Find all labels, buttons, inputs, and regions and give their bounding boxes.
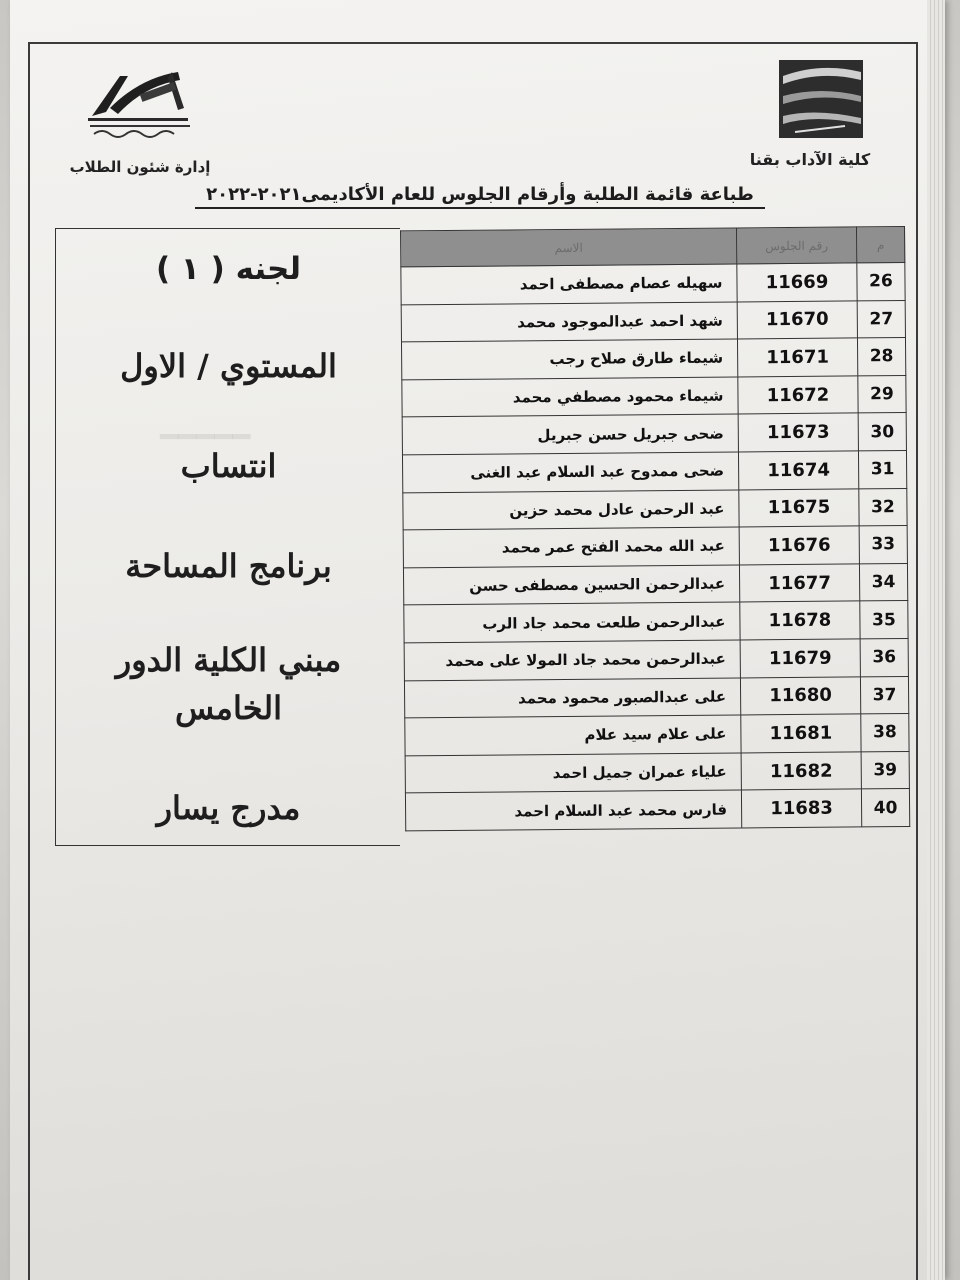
department-label: إدارة شئون الطلاب bbox=[69, 158, 211, 176]
table-row bbox=[403, 563, 907, 605]
table-header-row bbox=[401, 227, 905, 267]
seat-number-cell: 11678 bbox=[740, 601, 860, 640]
table-row bbox=[404, 638, 908, 680]
seat-number-cell: 11679 bbox=[740, 639, 860, 678]
enrollment-type-label: انتساب bbox=[180, 447, 277, 485]
seat-number-cell: 11670 bbox=[737, 301, 857, 340]
seat-number-cell: 11681 bbox=[741, 714, 861, 753]
table-row bbox=[402, 413, 906, 455]
row-number-cell: 33 bbox=[859, 526, 907, 564]
table-row bbox=[401, 338, 905, 380]
seat-number-cell: 11683 bbox=[741, 789, 861, 828]
faculty-logo-icon bbox=[775, 58, 867, 140]
building-label: مبني الكلية الدور bbox=[115, 641, 342, 679]
student-name-cell: شيماء محمود مصطفي محمد bbox=[402, 377, 738, 418]
bleed-through-texture: ━━━━━ bbox=[160, 420, 251, 455]
row-number-cell: 40 bbox=[861, 789, 909, 827]
student-name-cell: عبدالرحمن محمد جاد المولا على محمد bbox=[404, 640, 740, 681]
floor-label: الخامس bbox=[175, 689, 282, 727]
seat-number-cell: 11680 bbox=[740, 676, 860, 715]
seat-number-cell: 11676 bbox=[739, 526, 859, 565]
seat-number-cell: 11675 bbox=[739, 488, 859, 527]
seat-number-cell: 11671 bbox=[737, 338, 857, 377]
student-name-cell: فارس محمد عبد السلام احمد bbox=[405, 790, 741, 831]
table-row bbox=[404, 601, 908, 643]
row-number-cell: 26 bbox=[857, 263, 905, 301]
table-row bbox=[405, 714, 909, 756]
student-name-cell: شهد احمد عبدالموجود محمد bbox=[401, 302, 737, 343]
student-name-cell: علياء عمران جميل احمد bbox=[405, 753, 741, 794]
university-logo-icon bbox=[80, 68, 195, 148]
table-row bbox=[403, 526, 907, 568]
row-number-cell: 30 bbox=[858, 413, 906, 451]
table-row bbox=[402, 450, 906, 492]
row-number-cell: 29 bbox=[858, 375, 906, 413]
row-number-cell: 39 bbox=[861, 751, 909, 789]
seat-number-cell: 11674 bbox=[738, 451, 858, 490]
column-header-number: م bbox=[857, 227, 905, 263]
student-name-cell: عبد الله محمد الفتح عمر محمد bbox=[403, 527, 739, 568]
table-row bbox=[405, 751, 909, 793]
row-number-cell: 36 bbox=[860, 638, 908, 676]
column-header-name: الاسم bbox=[401, 228, 737, 267]
student-name-cell: ضحى ممدوح عبد السلام عبد الغنى bbox=[402, 452, 738, 493]
student-name-cell: عبد الرحمن عادل محمد حزين bbox=[403, 490, 739, 531]
table-row bbox=[401, 263, 905, 305]
faculty-name: كلية الآداب بقنا bbox=[749, 150, 871, 169]
page-title: طباعة قائمة الطلبة وأرقام الجلوس للعام الأكاديمى٢٠٢١-٢٠٢٢ bbox=[195, 184, 765, 209]
row-number-cell: 35 bbox=[860, 601, 908, 639]
row-number-cell: 34 bbox=[859, 563, 907, 601]
seat-number-cell: 11673 bbox=[738, 413, 858, 452]
seat-number-cell: 11682 bbox=[741, 752, 861, 791]
student-roster-table bbox=[400, 226, 910, 831]
row-number-cell: 38 bbox=[861, 714, 909, 752]
level-label: المستوي / الاول bbox=[120, 347, 337, 385]
student-name-cell: على عبدالصبور محمود محمد bbox=[404, 677, 740, 718]
seat-number-cell: 11672 bbox=[738, 376, 858, 415]
student-name-cell: شيماء طارق صلاح رجب bbox=[401, 339, 737, 380]
student-name-cell: سهيله عصام مصطفى احمد bbox=[401, 264, 737, 305]
table-row bbox=[401, 300, 905, 342]
seat-number-cell: 11677 bbox=[739, 564, 859, 603]
column-header-seat-number: رقم الجلوس bbox=[737, 227, 857, 264]
table-row bbox=[403, 488, 907, 530]
row-number-cell: 32 bbox=[859, 488, 907, 526]
table-row bbox=[402, 375, 906, 417]
row-number-cell: 27 bbox=[857, 300, 905, 338]
stacked-pages-edge bbox=[927, 0, 945, 1280]
exam-info-box bbox=[55, 228, 400, 846]
row-number-cell: 37 bbox=[860, 676, 908, 714]
student-name-cell: على علام سيد علام bbox=[405, 715, 741, 756]
student-name-cell: عبدالرحمن طلعت محمد جاد الرب bbox=[404, 602, 740, 643]
table-row bbox=[405, 789, 909, 831]
program-label: برنامج المساحة bbox=[125, 547, 332, 585]
table-row bbox=[404, 676, 908, 718]
committee-label: لجنه ( ١ ) bbox=[155, 251, 302, 287]
row-number-cell: 31 bbox=[858, 450, 906, 488]
seat-number-cell: 11669 bbox=[737, 263, 857, 302]
hall-label: مدرج يسار bbox=[156, 789, 301, 827]
row-number-cell: 28 bbox=[857, 338, 905, 376]
table-body bbox=[401, 263, 910, 831]
student-name-cell: عبدالرحمن الحسين مصطفى حسن bbox=[403, 565, 739, 606]
student-name-cell: ضحى جبريل حسن جبريل bbox=[402, 414, 738, 455]
